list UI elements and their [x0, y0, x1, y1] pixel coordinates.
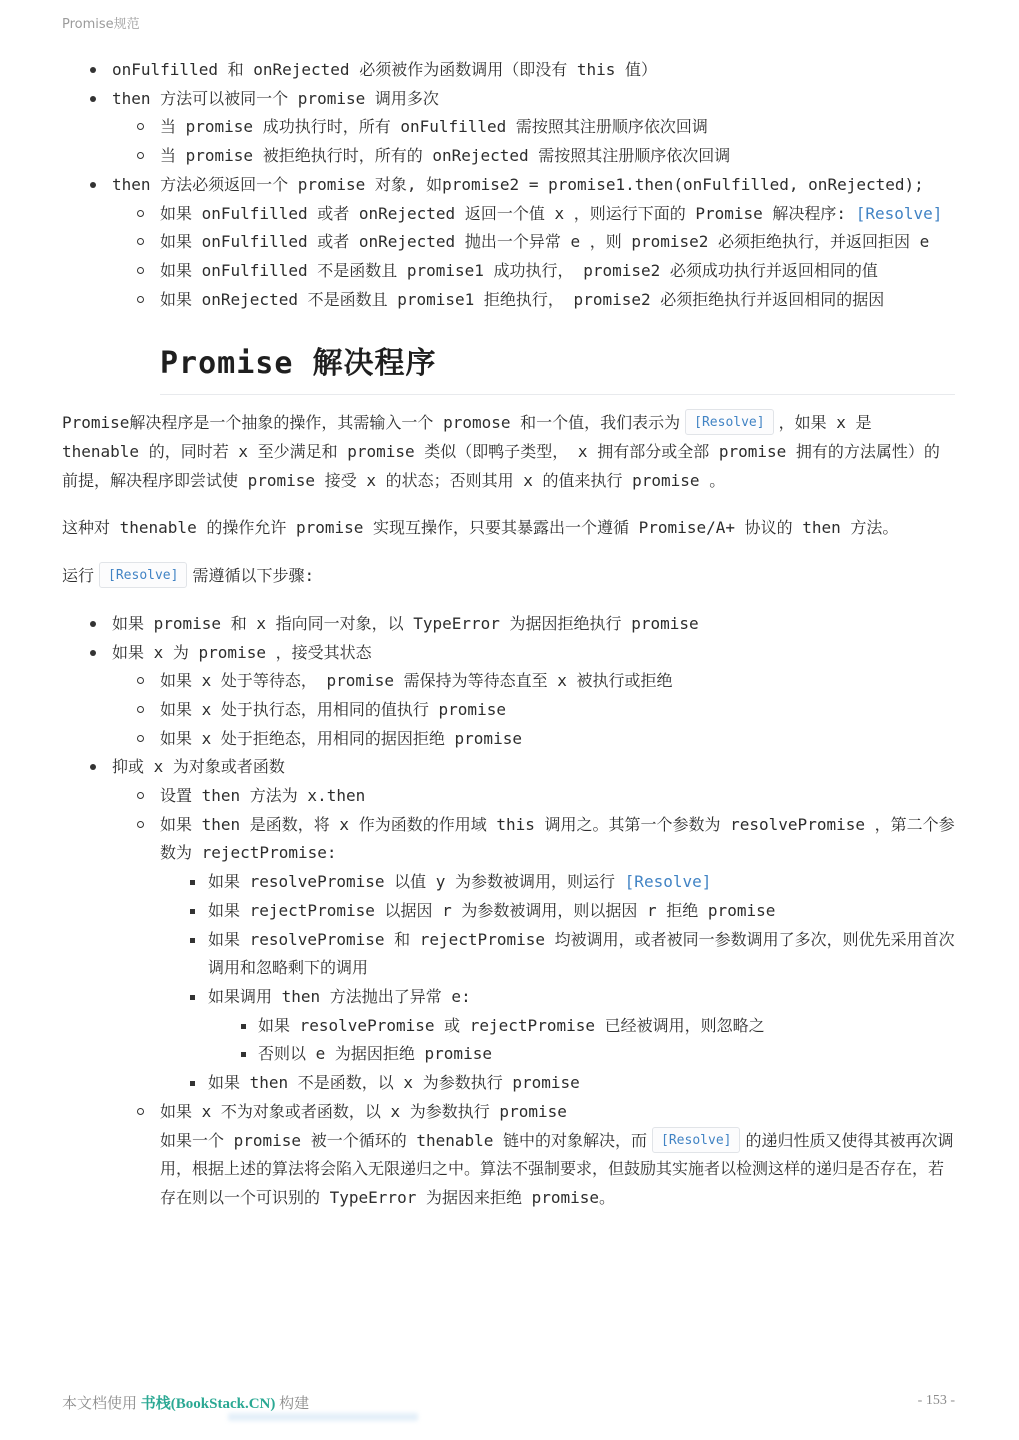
- list-item-text: 如果调用 then 方法抛出了异常 e:: [208, 986, 471, 1006]
- paragraph-text: 需遵循以下步骤:: [192, 566, 315, 586]
- sub-sub-list: [160, 868, 955, 1098]
- sub-list: [112, 200, 955, 315]
- list-item: [160, 1069, 955, 1098]
- paragraph-text: 这种对 thenable 的操作允许 promise 实现互操作，只要其暴露出一个遵循 Promise/A+ 协议的 then 方法。: [62, 518, 899, 538]
- list-item: [62, 639, 955, 754]
- sub-list: [112, 113, 955, 170]
- resolve-steps-list: [62, 610, 955, 1213]
- list-item: [160, 926, 955, 983]
- list-item: [112, 257, 955, 286]
- footer-builder: [62, 1392, 309, 1413]
- footer-text: 本文档使用: [62, 1396, 141, 1412]
- list-item-text: onFulfilled 和 onRejected 必须被作为函数调用（即没有 this 值）: [112, 60, 657, 79]
- section-title: Promise 解决程序: [160, 346, 955, 395]
- list-item: [112, 811, 955, 1098]
- paragraph: [62, 409, 955, 495]
- list-item-text: 如果 promise 和 x 指向同一对象，以 TypeError 为据因拒绝执行 promise: [112, 613, 699, 633]
- list-item-text: 当 promise 被拒绝执行时，所有的 onRejected 需按照其注册顺序依次回调: [160, 146, 731, 166]
- list-item-text: 抑或 x 为对象或者函数: [112, 757, 285, 777]
- footer-link-ghost: [228, 1413, 418, 1421]
- list-item: [112, 667, 955, 696]
- sub-list: [112, 667, 955, 753]
- resolve-link-boxed[interactable]: [Resolve]: [652, 1127, 740, 1153]
- paragraph-text: ，如果 x 是 thenable 的，同时若 x 至少满足和 promise 类似（即鸭子类型， x 拥有部分或全部 promise 拥有的方法属性）的前提，解决程序即尝试使 promise 接受 x 的状态；否则其用 x 的值来执行 promise 。: [62, 413, 940, 490]
- paragraph-text: 如果一个 promise 被一个循环的 thenable 链中的对象解决，而: [160, 1130, 648, 1150]
- page-number: - 153 -: [917, 1393, 955, 1408]
- list-item: [112, 142, 955, 171]
- list-item: [112, 725, 955, 754]
- list-item-text: 如果 x 处于等待态， promise 需保持为等待态直至 x 被执行或拒绝: [160, 671, 673, 691]
- list-item-text: 如果 x 处于执行态，用相同的值执行 promise: [160, 699, 506, 719]
- list-item: [112, 696, 955, 725]
- list-item-text: 如果 rejectPromise 以据因 r 为参数被调用，则以据因 r 拒绝 promise: [208, 900, 776, 920]
- list-item: [62, 753, 955, 1212]
- paragraph-text: 运行: [62, 566, 95, 586]
- list-item-text: 如果 then 不是函数，以 x 为参数执行 promise: [208, 1073, 580, 1093]
- list-item-text: 如果 onFulfilled 或者 onRejected 返回一个值 x ，则运行下面的 Promise 解决程序:: [160, 203, 856, 223]
- list-item-text: then 方法必须返回一个 promise 对象, 如promise2 = promise1.then(onFulfilled, onRejected);: [112, 174, 924, 194]
- recursion-note: [160, 1127, 955, 1213]
- sub-list: [112, 782, 955, 1213]
- list-item-text: 如果 resolvePromise 或 rejectPromise 已经被调用，则忽略之: [258, 1015, 765, 1035]
- list-item-text: 否则以 e 为据因拒绝 promise: [258, 1044, 492, 1064]
- page-content: [62, 56, 955, 1213]
- resolve-link[interactable]: [Resolve]: [624, 872, 712, 892]
- bookstack-brand-link[interactable]: 书栈(BookStack.CN): [140, 1396, 276, 1412]
- resolve-link-boxed[interactable]: [Resolve]: [685, 409, 773, 435]
- list-item-text: 如果 then 是函数，将 x 作为函数的作用域 this 调用之。其第一个参数为 resolvePromise ，第二个参数为 rejectPromise:: [160, 814, 955, 863]
- list-item-text: 如果 onFulfilled 或者 onRejected 抛出一个异常 e ，则 promise2 必须拒绝执行，并返回拒因 e: [160, 232, 930, 252]
- list-item: [62, 610, 955, 639]
- list-item: [160, 868, 955, 897]
- paragraph-text: 的递归性质又使得其被再次调用，根据上述的算法将会陷入无限递归之中。算法不强制要求，但鼓励其实施者以检测这样的递归是否存在，若存在则以一个可识别的 TypeError 为据因来拒绝 promise。: [160, 1130, 954, 1207]
- list-item: [160, 983, 955, 1069]
- list-item: [208, 1012, 955, 1041]
- resolve-link[interactable]: [Resolve]: [855, 203, 943, 223]
- list-item: [112, 782, 955, 811]
- list-item: [160, 897, 955, 926]
- list-item: [112, 1098, 955, 1213]
- list-item: [112, 228, 955, 257]
- list-item-text: 如果 x 不为对象或者函数，以 x 为参数执行 promise: [160, 1101, 567, 1121]
- paragraph: [62, 562, 955, 591]
- list-item: [62, 85, 955, 171]
- paragraph: [62, 514, 955, 543]
- list-item: [112, 200, 955, 229]
- list-item: [112, 113, 955, 142]
- list-item: [112, 286, 955, 315]
- list-item-text: then 方法可以被同一个 promise 调用多次: [112, 88, 439, 108]
- list-item-text: 如果 resolvePromise 以值 y 为参数被调用，则运行: [208, 872, 625, 892]
- spec-list: [62, 56, 955, 314]
- list-item: [62, 56, 955, 85]
- footer-text: 构建: [275, 1396, 310, 1412]
- list-item-text: 如果 x 处于拒绝态，用相同的据因拒绝 promise: [160, 728, 522, 748]
- list-item-text: 如果 x 为 promise ，接受其状态: [112, 642, 372, 662]
- list-item-text: 如果 onFulfilled 不是函数且 promise1 成功执行， promise2 必须成功执行并返回相同的值: [160, 260, 878, 280]
- list-item-text: 设置 then 方法为 x.then: [160, 786, 366, 806]
- paragraph-text: Promise解决程序是一个抽象的操作，其需输入一个 promose 和一个值，我们表示为: [62, 413, 681, 433]
- running-header: Promise规范: [62, 17, 140, 32]
- list-item: [208, 1040, 955, 1069]
- sub-sub-sub-list: [208, 1012, 955, 1069]
- list-item: [62, 171, 955, 315]
- list-item-text: 如果 resolvePromise 和 rejectPromise 均被调用，或者被同一参数调用了多次，则优先采用首次调用和忽略剩下的调用: [208, 929, 955, 978]
- resolve-link-boxed[interactable]: [Resolve]: [99, 562, 187, 588]
- list-item-text: 如果 onRejected 不是函数且 promise1 拒绝执行， promise2 必须拒绝执行并返回相同的据因: [160, 289, 885, 309]
- list-item-text: 当 promise 成功执行时，所有 onFulfilled 需按照其注册顺序依次回调: [160, 117, 708, 137]
